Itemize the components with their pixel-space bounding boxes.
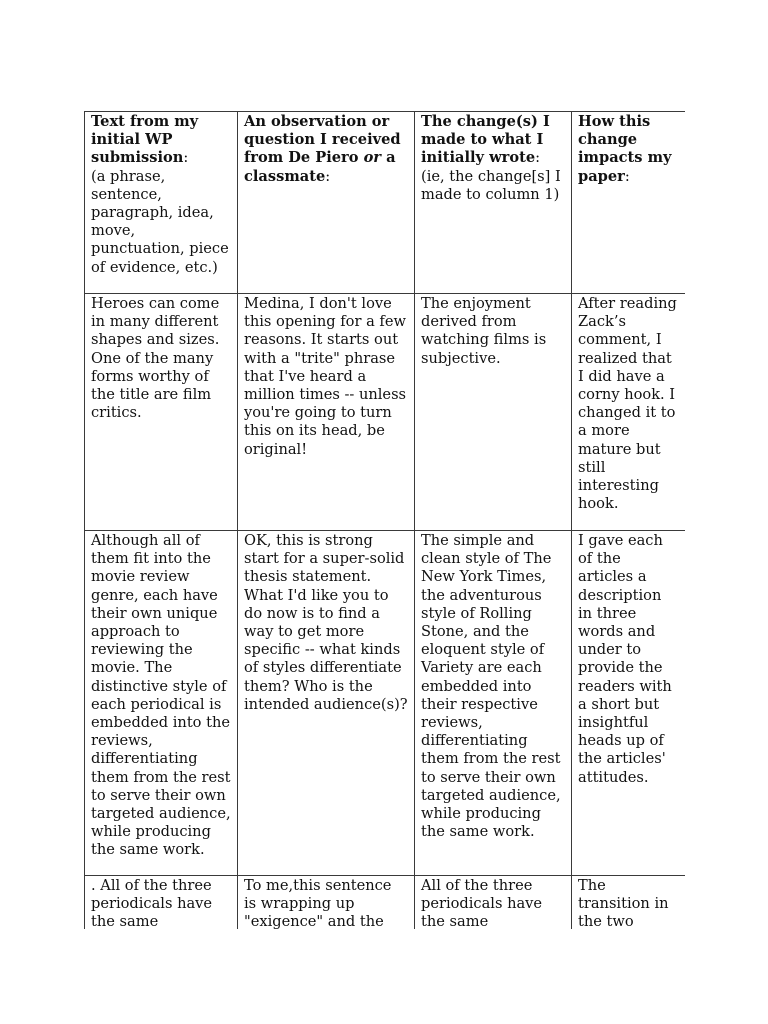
- header-title: The change(s) I made to what I initially wrote: [421, 113, 550, 167]
- cell-text: OK, this is strong start for a super-solid thesis statement. What I'd like you to do now is to find a way to get more specific -- what kinds of styles differentiate them? Who is the intended audience(s)?: [244, 532, 408, 713]
- header-colon: :: [535, 149, 541, 167]
- cell-impact: [572, 876, 686, 930]
- header-colon: :: [624, 167, 630, 185]
- cell-changes: [415, 876, 572, 930]
- header-cell-impact: [572, 112, 686, 294]
- header-title-emphasis: or: [363, 149, 381, 167]
- header-title: How this change impacts my paper: [578, 113, 672, 185]
- cell-text: The enjoyment derived from watching films is subjective.: [421, 295, 547, 367]
- cell-original-text: [85, 876, 238, 930]
- header-cell-original-text: [85, 112, 238, 294]
- cell-text: Although all of them fit into the movie review genre, each have their own unique approach to reviewing the movie. The distinctive style of each periodical is embedded into the reviews, differentiating them from the rest to serve their own targeted audience, while producing the same work.: [91, 532, 231, 859]
- cell-original-text: [85, 531, 238, 876]
- header-text: [91, 113, 231, 277]
- header-cell-changes: [415, 112, 572, 294]
- cell-text: Medina, I don't love this opening for a few reasons. It starts out with a "trite" phrase that I've heard a million times -- unless you're going to turn this on its head, be original!: [244, 295, 407, 458]
- cell-original-text: [85, 294, 238, 531]
- cell-feedback: [238, 876, 415, 930]
- cell-impact: [572, 531, 686, 876]
- table-row: [85, 876, 686, 930]
- cell-text: The simple and clean style of The New York Times, the adventurous style of Rolling Stone, and the eloquent style of Variety are each embedded into their respective reviews, differentiating them from the rest to serve their own targeted audience, while producing the same work.: [421, 532, 561, 841]
- cell-text: After reading Zack’s comment, I realized that I did have a corny hook. I changed it to a more mature but still interesting hook.: [578, 295, 677, 513]
- cell-text: I gave each of the articles a description in three words and under to provide the readers with a short but insightful heads up of the articles' attitudes.: [578, 532, 672, 786]
- header-text: [244, 113, 408, 186]
- cell-text: . All of the three periodicals have the same: [91, 877, 213, 929]
- header-colon: :: [325, 167, 331, 185]
- header-subtitle: (ie, the change[s] I made to column 1): [421, 167, 561, 203]
- cell-changes: [415, 294, 572, 531]
- header-title-part-b: a classmate: [244, 149, 396, 185]
- cell-feedback: [238, 294, 415, 531]
- table-header-row: [85, 112, 686, 294]
- header-cell-feedback: [238, 112, 415, 294]
- cell-impact: [572, 294, 686, 531]
- header-title: Text from my initial WP submission: [91, 113, 199, 167]
- cell-changes: [415, 531, 572, 876]
- table-row: [85, 531, 686, 876]
- header-subtitle: (a phrase, sentence, paragraph, idea, move, punctuation, piece of evidence, etc.): [91, 167, 229, 276]
- writing-process-table-container: [84, 111, 685, 929]
- table-row: [85, 294, 686, 531]
- cell-text: To me,this sentence is wrapping up "exigence" and the: [244, 877, 392, 929]
- cell-text: The transition in the two: [578, 877, 669, 929]
- header-title-part-a: An observation or question I received from De Piero: [244, 113, 401, 167]
- header-text: [578, 113, 679, 186]
- header-colon: :: [183, 149, 189, 167]
- cell-feedback: [238, 531, 415, 876]
- cell-text: All of the three periodicals have the same: [421, 877, 543, 929]
- header-text: [421, 113, 565, 204]
- cell-text: Heroes can come in many different shapes and sizes. One of the many forms worthy of the title are film critics.: [91, 295, 220, 422]
- writing-process-table: [84, 111, 685, 929]
